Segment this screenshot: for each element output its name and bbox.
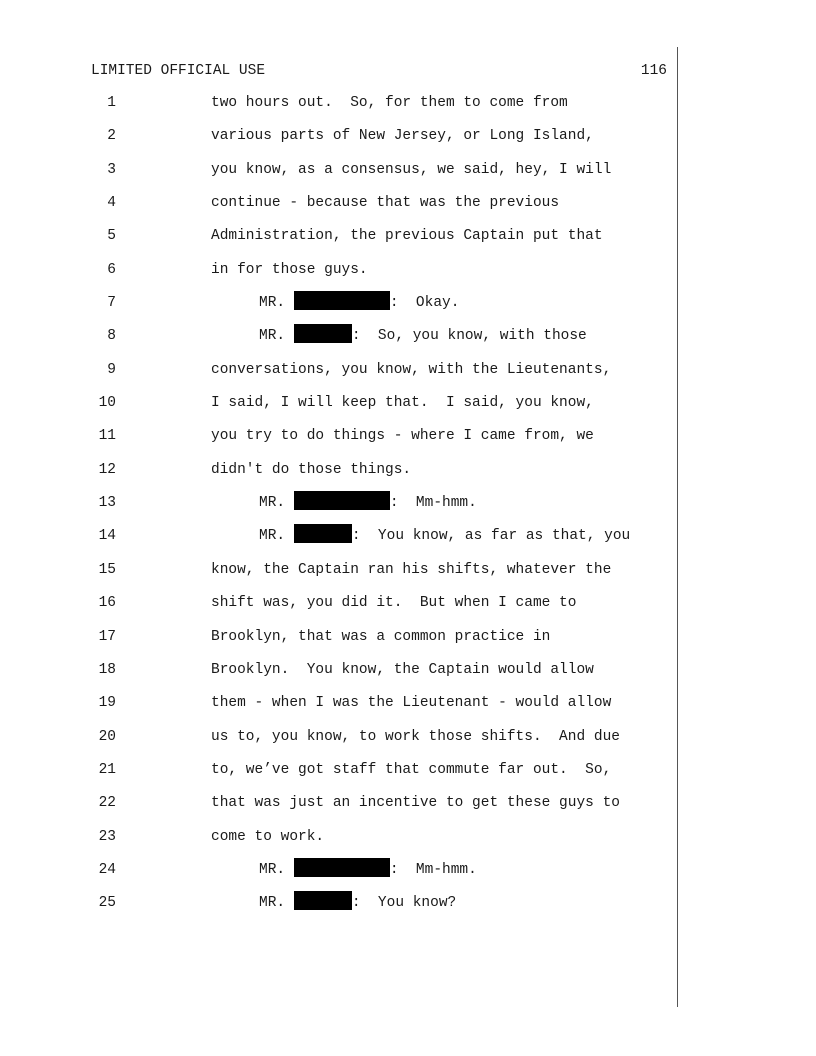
spoken-text: : Mm-hmm.	[389, 495, 477, 512]
line-text	[211, 687, 611, 720]
redaction-box	[294, 891, 352, 910]
line-text	[259, 320, 587, 353]
spoken-text: come to work.	[211, 828, 325, 845]
line-text	[259, 854, 477, 887]
line-text	[259, 287, 459, 320]
transcript-line	[0, 587, 680, 620]
transcript-line	[0, 454, 680, 487]
line-text	[211, 87, 568, 120]
transcript-line	[0, 854, 680, 887]
transcript-line	[0, 687, 680, 720]
line-text	[211, 154, 611, 187]
speaker-prefix: MR.	[259, 495, 286, 512]
transcript-line	[0, 754, 680, 787]
line-text	[211, 120, 594, 153]
line-number: 3	[107, 161, 116, 178]
line-number: 18	[98, 661, 116, 678]
page-number: 116	[640, 63, 667, 79]
line-number: 5	[107, 228, 116, 245]
transcript-line	[0, 320, 680, 353]
spoken-text: them - when I was the Lieutenant - would allow	[211, 695, 612, 712]
line-text	[211, 654, 594, 687]
transcript-line	[0, 654, 680, 687]
transcript-line	[0, 387, 680, 420]
spoken-text: : You know?	[351, 895, 457, 912]
redaction-box	[294, 291, 390, 310]
transcript-lines	[0, 87, 680, 921]
transcript-line	[0, 187, 680, 220]
spoken-text: know, the Captain ran his shifts, whatever the	[211, 561, 612, 578]
transcript-line	[0, 120, 680, 153]
line-number: 6	[107, 261, 116, 278]
line-text	[211, 621, 550, 654]
transcript-line	[0, 520, 680, 553]
line-number: 21	[98, 761, 116, 778]
spoken-text: Brooklyn, that was a common practice in	[211, 628, 551, 645]
spoken-text: : You know, as far as that, you	[351, 528, 631, 545]
line-text	[211, 254, 368, 287]
line-number: 16	[98, 595, 116, 612]
spoken-text: didn't do those things.	[211, 461, 412, 478]
line-text	[211, 420, 594, 453]
speaker-prefix: MR.	[259, 861, 286, 878]
spoken-text: that was just an incentive to get these guys to	[211, 795, 620, 812]
spoken-text: us to, you know, to work those shifts. And due	[211, 728, 620, 745]
line-number: 13	[98, 495, 116, 512]
redaction-box	[294, 324, 352, 343]
line-number: 19	[98, 695, 116, 712]
line-text	[211, 821, 324, 854]
line-number: 22	[98, 795, 116, 812]
transcript-line	[0, 487, 680, 520]
line-text	[211, 787, 620, 820]
line-text	[211, 220, 603, 253]
line-text	[211, 387, 594, 420]
redaction-box	[294, 858, 390, 877]
line-text	[259, 887, 456, 920]
line-number: 4	[107, 195, 116, 212]
spoken-text: you know, as a consensus, we said, hey, I will	[211, 161, 612, 178]
spoken-text: to, we’ve got staff that commute far out. So,	[211, 761, 612, 778]
line-number: 8	[107, 328, 116, 345]
line-number: 1	[107, 95, 116, 111]
spoken-text: Brooklyn. You know, the Captain would allow	[211, 661, 594, 678]
spoken-text: I said, I will keep that. I said, you know,	[211, 395, 594, 412]
line-number: 17	[98, 628, 116, 645]
speaker-prefix: MR.	[259, 328, 286, 345]
transcript-line	[0, 287, 680, 320]
line-text	[259, 487, 477, 520]
spoken-text: you try to do things - where I came from, we	[211, 428, 594, 445]
line-number: 12	[98, 461, 116, 478]
line-number: 23	[98, 828, 116, 845]
transcript-line	[0, 887, 680, 920]
line-number: 7	[107, 295, 116, 312]
spoken-text: Administration, the previous Captain put that	[211, 228, 603, 245]
spoken-text: two hours out. So, for them to come from	[211, 95, 568, 111]
transcript-line	[0, 420, 680, 453]
line-text	[259, 520, 630, 553]
line-number: 2	[107, 128, 116, 145]
transcript-line	[0, 787, 680, 820]
line-number: 14	[98, 528, 116, 545]
classification-label: LIMITED OFFICIAL USE	[91, 63, 266, 79]
spoken-text: shift was, you did it. But when I came to	[211, 595, 577, 612]
line-number: 11	[98, 428, 116, 445]
redaction-box	[294, 491, 390, 510]
line-text	[211, 454, 411, 487]
transcript-line	[0, 621, 680, 654]
transcript-line	[0, 721, 680, 754]
transcript-line	[0, 87, 680, 120]
spoken-text: : Okay.	[389, 295, 460, 312]
spoken-text: continue - because that was the previous	[211, 195, 560, 212]
line-number: 9	[107, 361, 116, 378]
line-text	[211, 587, 576, 620]
speaker-prefix: MR.	[259, 528, 286, 545]
spoken-text: in for those guys.	[211, 261, 368, 278]
spoken-text: : So, you know, with those	[351, 328, 587, 345]
transcript-line	[0, 554, 680, 587]
spoken-text: : Mm-hmm.	[389, 861, 477, 878]
speaker-prefix: MR.	[259, 295, 286, 312]
line-number: 24	[98, 861, 116, 878]
transcript-line	[0, 354, 680, 387]
spoken-text: various parts of New Jersey, or Long Island,	[211, 128, 594, 145]
line-text	[211, 754, 611, 787]
line-number: 25	[98, 895, 116, 912]
transcript-line	[0, 220, 680, 253]
line-number: 20	[98, 728, 116, 745]
line-number: 15	[98, 561, 116, 578]
transcript-line	[0, 254, 680, 287]
line-text	[211, 354, 611, 387]
transcript-line	[0, 821, 680, 854]
transcript-line	[0, 154, 680, 187]
line-text	[211, 187, 559, 220]
speaker-prefix: MR.	[259, 895, 286, 912]
page-header	[91, 60, 667, 82]
line-text	[211, 554, 611, 587]
redaction-box	[294, 524, 352, 543]
line-text	[211, 721, 620, 754]
spoken-text: conversations, you know, with the Lieutenants,	[211, 361, 612, 378]
line-number: 10	[98, 395, 116, 412]
